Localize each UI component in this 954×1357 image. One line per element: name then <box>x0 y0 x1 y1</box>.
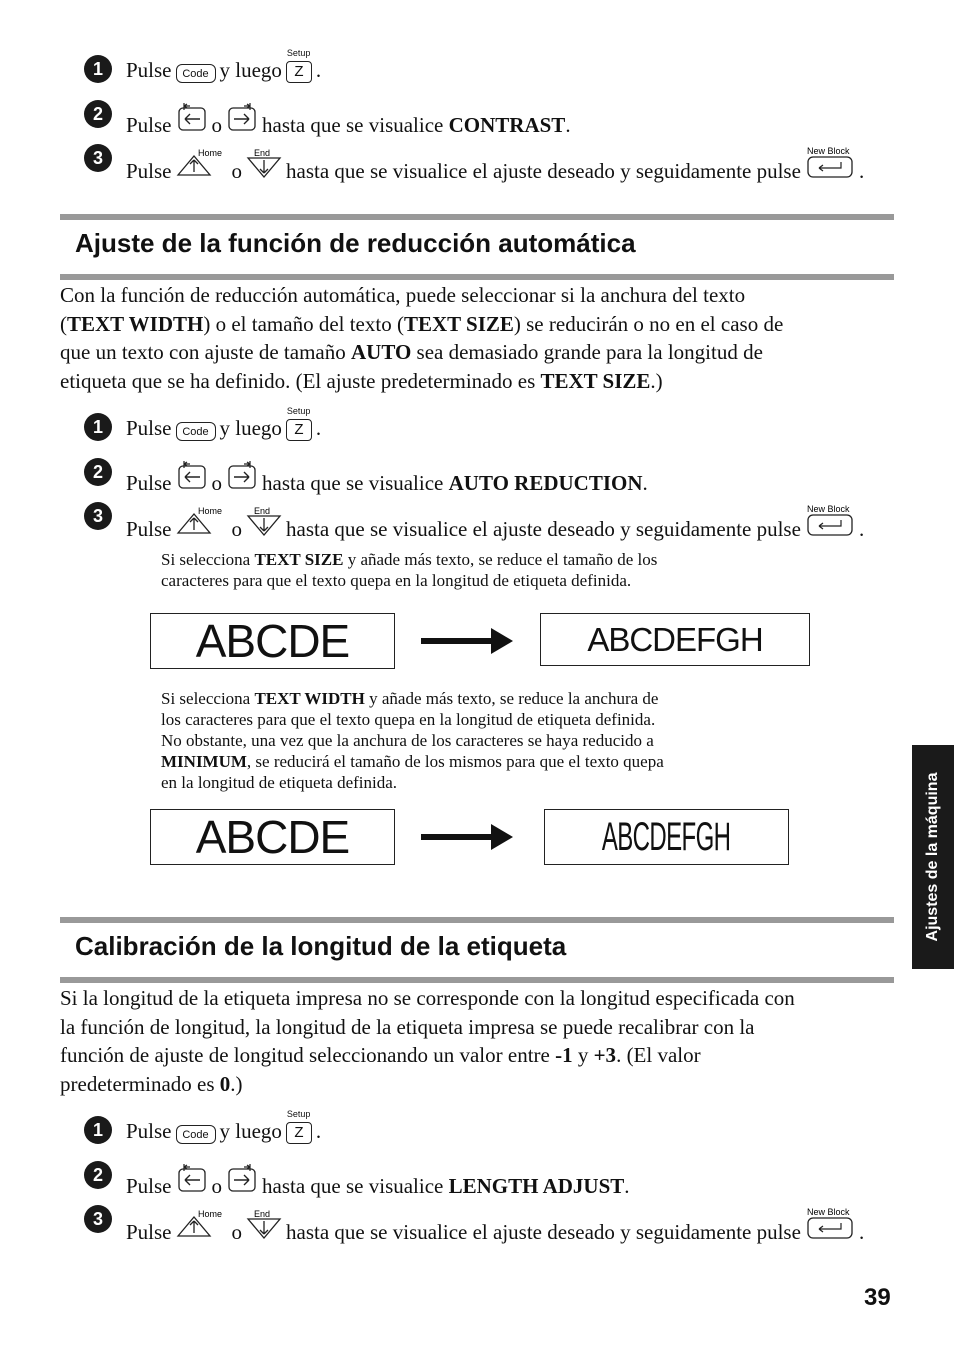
period: . <box>858 1220 865 1244</box>
text: . (El valor <box>616 1043 701 1067</box>
step-text: hasta que se visualice el ajuste deseado y seguidamente pulse <box>286 159 801 183</box>
or-text: o <box>211 1174 223 1198</box>
para-line: Si la longitud de la etiqueta impresa no se corresponde con la longitud especificada con <box>60 986 795 1010</box>
step-number: 3 <box>84 144 112 172</box>
section-heading-length-calibration <box>60 917 894 983</box>
step-1 <box>84 406 914 445</box>
note-line: en la longitud de etiqueta definida. <box>161 773 398 792</box>
step-text: Pulse <box>126 517 172 541</box>
text: Si selecciona <box>161 550 255 569</box>
text: ) o el tamaño del texto ( <box>203 311 404 336</box>
text: función de ajuste de longitud seleccionando un valor entre <box>60 1043 556 1067</box>
cursor-right-key-icon <box>226 102 258 138</box>
up-key-icon <box>176 148 228 184</box>
home-key-label: Home <box>197 506 222 516</box>
end-key-label: End <box>254 506 271 516</box>
text: ( <box>60 311 67 336</box>
period: . <box>624 1174 630 1198</box>
step-number: 1 <box>84 55 112 83</box>
para-line <box>60 310 894 339</box>
step-number: 2 <box>84 458 112 486</box>
text: predeterminado es <box>60 1071 220 1096</box>
step-text: Pulse <box>126 1174 172 1198</box>
newblock-key-label: New Block <box>806 1207 850 1217</box>
para-line <box>60 367 894 396</box>
home-key-label: Home <box>197 1209 222 1219</box>
z-key-label: Z <box>294 63 304 80</box>
note-line <box>161 751 801 772</box>
up-key-icon <box>176 1209 228 1245</box>
setting-name: LENGTH ADJUST <box>448 1174 625 1198</box>
step-number: 1 <box>84 413 112 441</box>
period: . <box>565 113 571 137</box>
text-bold: TEXT WIDTH <box>254 689 365 708</box>
text-bold: TEXT SIZE <box>403 311 514 336</box>
z-key-label: Z <box>294 421 304 438</box>
step-2 <box>84 1159 914 1198</box>
enter-key-icon <box>805 1207 855 1245</box>
para-line <box>60 1070 894 1099</box>
end-key-label: End <box>254 148 271 158</box>
code-key-icon: Code <box>176 1125 216 1144</box>
step-number: 2 <box>84 100 112 128</box>
page-number: 39 <box>864 1284 891 1311</box>
arrow-right-icon <box>421 638 493 644</box>
code-key-icon: Code <box>176 64 216 83</box>
setting-name: AUTO REDUCTION <box>448 471 643 495</box>
step-number: 3 <box>84 502 112 530</box>
period: . <box>858 159 865 183</box>
note-line: caracteres para que el texto quepa en la longitud de etiqueta definida. <box>161 571 632 590</box>
newblock-key-label: New Block <box>806 504 850 514</box>
z-key-icon <box>286 48 312 83</box>
text: .) <box>230 1071 243 1096</box>
note-text-size <box>161 549 801 591</box>
text: Si selecciona <box>161 689 255 708</box>
setting-name: CONTRAST <box>448 113 566 137</box>
step-text: hasta que se visualice el ajuste deseado y seguidamente pulse <box>286 1220 801 1244</box>
label-text-condensed: ABCDEFGH <box>602 814 731 859</box>
step-1 <box>84 1109 914 1148</box>
section-title: Ajuste de la función de reducción automática <box>75 228 636 258</box>
setup-key-label: Setup <box>286 1109 311 1119</box>
end-key-label: End <box>254 1209 271 1219</box>
step-2 <box>84 456 914 495</box>
step-number: 1 <box>84 1116 112 1144</box>
step-text: Pulse <box>126 416 172 440</box>
or-text: o <box>231 517 243 541</box>
text-bold: 0 <box>219 1071 231 1096</box>
step-text: y luego <box>219 58 282 82</box>
cursor-right-key-icon <box>226 460 258 496</box>
label-after-text-width <box>544 809 789 865</box>
step-3 <box>84 142 914 183</box>
section-title: Calibración de la longitud de la etiqueta <box>75 931 567 961</box>
text: que un texto con ajuste de tamaño <box>60 340 351 364</box>
up-key-icon <box>176 506 228 542</box>
step-text: Pulse <box>126 113 172 137</box>
text-bold: TEXT SIZE <box>540 368 651 393</box>
step-1 <box>84 48 914 87</box>
home-key-label: Home <box>197 148 222 158</box>
step-2 <box>84 98 914 137</box>
step-3 <box>84 1203 914 1244</box>
text: y añade más texto, se reduce la anchura de <box>364 689 659 708</box>
step-text: Pulse <box>126 1119 172 1143</box>
note-line: No obstante, una vez que la anchura de los caracteres se haya reducido a <box>161 731 654 750</box>
arrow-right-icon <box>421 834 493 840</box>
or-text: o <box>231 1220 243 1244</box>
z-key-label: Z <box>294 1124 304 1141</box>
step-text: y luego <box>219 416 282 440</box>
text: ) se reducirán o no en el caso de <box>513 311 784 336</box>
enter-key-icon <box>805 504 855 542</box>
step-text: y luego <box>219 1119 282 1143</box>
period: . <box>315 58 322 82</box>
step-3 <box>84 500 914 541</box>
note-line: los caracteres para que el texto quepa en la longitud de etiqueta definida. <box>161 710 656 729</box>
z-key-icon <box>286 406 312 441</box>
code-key-icon: Code <box>176 422 216 441</box>
text: y añade más texto, se reduce el tamaño de los <box>343 550 658 569</box>
text: , se reducirá el tamaño de los mismos para que el texto quepa <box>246 752 664 771</box>
down-key-icon <box>246 1209 282 1245</box>
period: . <box>642 471 648 495</box>
paragraph-length-calibration <box>60 984 894 1098</box>
para-line <box>60 338 894 367</box>
note-line <box>161 688 801 709</box>
step-text: hasta que se visualice <box>262 113 444 137</box>
down-key-icon <box>246 506 282 542</box>
step-number: 2 <box>84 1161 112 1189</box>
step-text: Pulse <box>126 471 172 495</box>
or-text: o <box>231 159 243 183</box>
setup-key-label: Setup <box>286 406 311 416</box>
para-line: la función de longitud, la longitud de la etiqueta impresa se puede recalibrar con la <box>60 1014 755 1039</box>
text-bold: MINIMUM <box>161 752 247 771</box>
step-text: hasta que se visualice <box>262 1174 444 1198</box>
period: . <box>315 416 322 440</box>
chapter-side-tab <box>912 745 954 969</box>
label-after-text-size: ABCDEFGH <box>540 613 810 666</box>
text: sea demasiado grande para la longitud de <box>411 340 763 364</box>
label-before-text-width: ABCDE <box>150 809 395 865</box>
para-line <box>60 281 894 310</box>
text: .) <box>650 368 663 393</box>
setup-key-label: Setup <box>286 48 311 58</box>
cursor-left-key-icon <box>176 460 208 496</box>
newblock-key-label: New Block <box>806 146 850 156</box>
chapter-tab-label: Ajustes de la máquina <box>924 772 941 942</box>
step-text: hasta que se visualice <box>262 471 444 495</box>
text-bold: TEXT WIDTH <box>67 311 204 336</box>
text-bold: +3 <box>593 1043 617 1067</box>
step-text: Pulse <box>126 159 172 183</box>
para-line <box>60 1041 894 1070</box>
text-bold: TEXT SIZE <box>254 550 344 569</box>
label-before-text-size: ABCDE <box>150 613 395 669</box>
text: etiqueta que se ha definido. (El ajuste predeterminado es <box>60 368 541 393</box>
step-text: hasta que se visualice el ajuste deseado y seguidamente pulse <box>286 517 801 541</box>
paragraph-auto-reduction <box>60 281 894 395</box>
or-text: o <box>211 471 223 495</box>
step-number: 3 <box>84 1205 112 1233</box>
text: y <box>572 1043 594 1067</box>
note-text-width <box>161 688 801 793</box>
down-key-icon <box>246 148 282 184</box>
text-bold: AUTO <box>351 340 412 364</box>
note-line <box>161 549 801 570</box>
step-text: Pulse <box>126 1220 172 1244</box>
cursor-right-key-icon <box>226 1163 258 1199</box>
step-text: Pulse <box>126 58 172 82</box>
cursor-left-key-icon <box>176 1163 208 1199</box>
text: Con la función de reducción automática, puede seleccionar si la anchura del texto <box>60 283 746 307</box>
or-text: o <box>211 113 223 137</box>
period: . <box>858 517 865 541</box>
section-heading-auto-reduction <box>60 214 894 280</box>
enter-key-icon <box>805 146 855 184</box>
z-key-icon <box>286 1109 312 1144</box>
text-bold: -1 <box>555 1043 573 1067</box>
period: . <box>315 1119 322 1143</box>
cursor-left-key-icon <box>176 102 208 138</box>
